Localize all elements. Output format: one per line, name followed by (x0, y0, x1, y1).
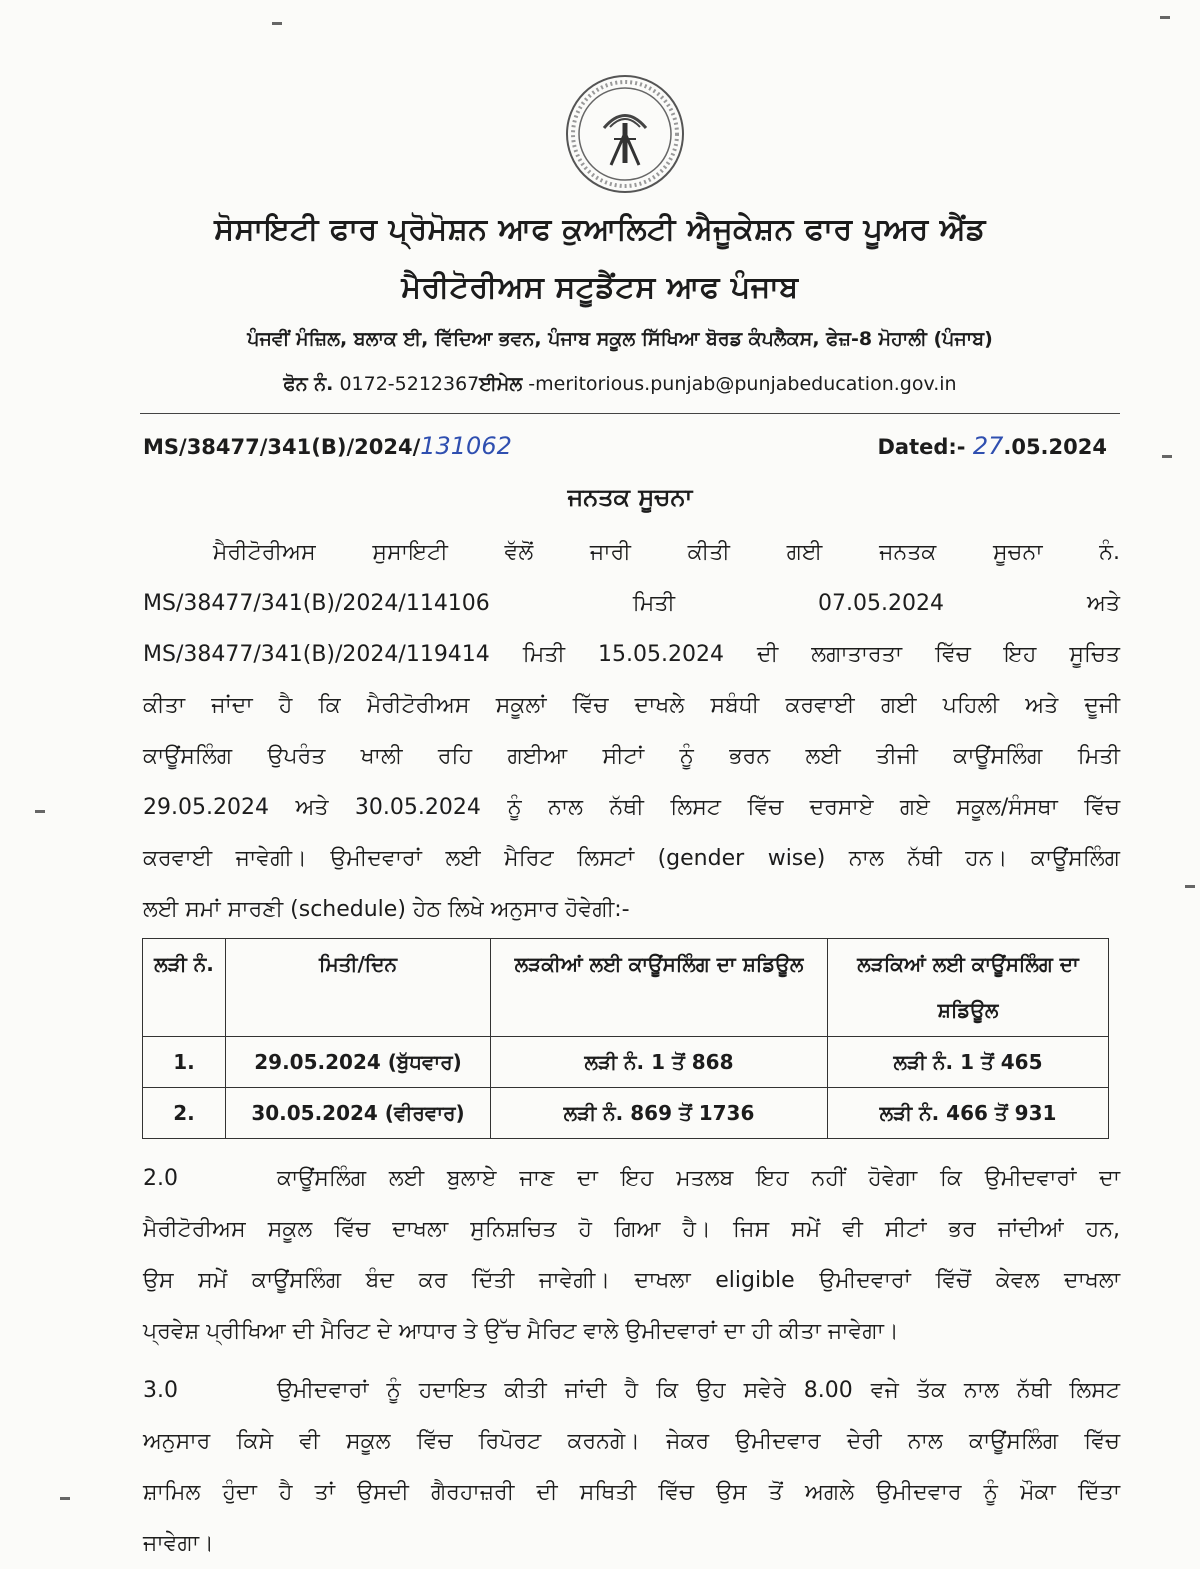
scan-speck (272, 22, 282, 25)
email-address: -meritorious.punjab@punjabeducation.gov.in (528, 373, 957, 395)
scan-speck (1160, 16, 1170, 19)
org-title-line2: ਮੈਰੀਟੋਰੀਅਸ ਸਟੂਡੈਂਟਸ ਆਫ ਪੰਜਾਬ (401, 270, 799, 305)
table-cell: 30.05.2024 (ਵੀਰਵਾਰ) (226, 1088, 491, 1139)
section-line: ਜਾਵੇਗਾ। (143, 1531, 214, 1556)
section-3 (143, 1365, 1120, 1569)
table-header-cell: ਲੜਕੀਆਂ ਲਈ ਕਾਊਂਸਲਿੰਗ ਦਾ ਸ਼ਡਿਊਲ (491, 939, 828, 1037)
header-divider (140, 413, 1120, 414)
reference-handwritten-number: 131062 (420, 432, 512, 460)
paragraph-line: ਲਈ ਸਮਾਂ ਸਾਰਣੀ (schedule) ਹੇਠ ਲਿਖੇ ਅਨੁਸਾਰ ਹੋਵੇਗੀ:- (143, 897, 630, 922)
notice-paragraph-1 (143, 527, 1120, 935)
section-text: ਉਮੀਦਵਾਰਾਂ ਨੂੰ ਹਦਾਇਤ ਕੀਤੀ ਜਾਂਦੀ ਹੈ ਕਿ ਉਹ ਸਵੇਰੇ 8.00 ਵਜੇ ਤੱਕ ਨਾਲ ਨੱਥੀ ਲਿਸਟ (277, 1378, 1120, 1403)
scan-speck (60, 1497, 70, 1500)
section-line: ਅਨੁਸਾਰ ਕਿਸੇ ਵੀ ਸਕੂਲ ਵਿੱਚ ਰਿਪੋਰਟ ਕਰਨਗੇ। ਜੇਕਰ ਉਮੀਦਵਾਰ ਦੇਰੀ ਨਾਲ ਕਾਊਂਸਲਿੰਗ ਵਿੱਚ (143, 1429, 1120, 1454)
table-row (143, 1037, 1109, 1088)
section-line (143, 1365, 1120, 1416)
scan-speck (35, 810, 45, 813)
paragraph-line: MS/38477/341(B)/2024/119414 ਮਿਤੀ 15.05.2024 ਦੀ ਲਗਾਤਾਰਤਾ ਵਿੱਚ ਇਹ ਸੂਚਿਤ (143, 642, 1120, 667)
paragraph-line: MS/38477/341(B)/2024/114106 ਮਿਤੀ 07.05.2024 ਅਤੇ (143, 591, 1120, 616)
table-row (143, 1088, 1109, 1139)
phone-number: 0172-5212367 (339, 373, 480, 395)
org-title-line1: ਸੋਸਾਇਟੀ ਫਾਰ ਪ੍ਰੋਮੋਸ਼ਨ ਆਫ ਕੁਆਲਿਟੀ ਐਜੂਕੇਸ਼ਨ ਫਾਰ ਪੂਅਰ ਐਂਡ (214, 212, 986, 247)
scan-speck (1162, 455, 1172, 458)
table-header-cell: ਲੜੀ ਨੰ. (143, 939, 226, 1037)
org-address: ਪੰਜਵੀਂ ਮੰਜ਼ਿਲ, ਬਲਾਕ ਈ, ਵਿੱਦਿਆ ਭਵਨ, ਪੰਜਾਬ ਸਕੂਲ ਸਿੱਖਿਆ ਬੋਰਡ ਕੰਪਲੈਕਸ, ਫੇਜ਼-8 ਮੋਹਾਲੀ (ਪੰਜਾਬ) (247, 328, 993, 350)
section-2 (143, 1153, 1120, 1357)
reference-number (143, 432, 512, 460)
section-line: ਸ਼ਾਮਿਲ ਹੁੰਦਾ ਹੈ ਤਾਂ ਉਸਦੀ ਗੈਰਹਾਜ਼ਰੀ ਦੀ ਸਥਿਤੀ ਵਿੱਚ ਉਸ ਤੋਂ ਅਗਲੇ ਉਮੀਦਵਾਰ ਨੂੰ ਮੌਕਾ ਦਿੱਤਾ (143, 1480, 1120, 1505)
table-cell: 29.05.2024 (ਬੁੱਧਵਾਰ) (226, 1037, 491, 1088)
dated-month-year: .05.2024 (1003, 435, 1107, 459)
org-contact (0, 373, 1200, 395)
section-line: ਮੈਰੀਟੋਰੀਅਸ ਸਕੂਲ ਵਿੱਚ ਦਾਖਲਾ ਸੁਨਿਸ਼ਚਿਤ ਹੋ ਗਿਆ ਹੈ। ਜਿਸ ਸਮੇਂ ਵੀ ਸੀਟਾਂ ਭਰ ਜਾਂਦੀਆਂ ਹਨ, (143, 1217, 1120, 1242)
society-emblem-icon (564, 73, 686, 195)
reference-date (877, 432, 1107, 460)
table-cell: 2. (143, 1088, 226, 1139)
reference-prefix: MS/38477/341(B)/2024/ (143, 435, 421, 459)
notice-title: ਜਨਤਕ ਸੂਚਨਾ (567, 483, 693, 511)
section-number: 3.0 (143, 1378, 178, 1403)
email-label: ਈਮੇਲ (479, 373, 523, 395)
counselling-schedule-table (142, 938, 1109, 1139)
paragraph-line: ਮੈਰੀਟੋਰੀਅਸ ਸੁਸਾਇਟੀ ਵੱਲੋਂ ਜਾਰੀ ਕੀਤੀ ਗਈ ਜਨਤਕ ਸੂਚਨਾ ਨੰ. (213, 540, 1120, 565)
phone-label: ਫੋਨ ਨੰ. (283, 373, 334, 395)
paragraph-line: ਕੀਤਾ ਜਾਂਦਾ ਹੈ ਕਿ ਮੈਰੀਟੋਰੀਅਸ ਸਕੂਲਾਂ ਵਿੱਚ ਦਾਖਲੇ ਸਬੰਧੀ ਕਰਵਾਈ ਗਈ ਪਹਿਲੀ ਅਤੇ ਦੂਜੀ (143, 693, 1120, 718)
table-header-row (143, 939, 1109, 1037)
table-cell: 1. (143, 1037, 226, 1088)
table-cell: ਲੜੀ ਨੰ. 466 ਤੋਂ 931 (828, 1088, 1109, 1139)
section-line: ਉਸ ਸਮੇਂ ਕਾਊਂਸਲਿੰਗ ਬੰਦ ਕਰ ਦਿੱਤੀ ਜਾਵੇਗੀ। ਦਾਖਲਾ eligible ਉਮੀਦਵਾਰਾਂ ਵਿੱਚੋਂ ਕੇਵਲ ਦਾਖਲਾ (143, 1268, 1120, 1293)
scan-speck (1185, 885, 1195, 888)
table-header-cell: ਮਿਤੀ/ਦਿਨ (226, 939, 491, 1037)
section-line (143, 1153, 1120, 1204)
section-text: ਕਾਊਂਸਲਿੰਗ ਲਈ ਬੁਲਾਏ ਜਾਣ ਦਾ ਇਹ ਮਤਲਬ ਇਹ ਨਹੀਂ ਹੋਵੇਗਾ ਕਿ ਉਮੀਦਵਾਰਾਂ ਦਾ (277, 1166, 1120, 1191)
table-cell: ਲੜੀ ਨੰ. 1 ਤੋਂ 465 (828, 1037, 1109, 1088)
section-line: ਪ੍ਰਵੇਸ਼ ਪ੍ਰੀਖਿਆ ਦੀ ਮੈਰਿਟ ਦੇ ਆਧਾਰ ਤੇ ਉੱਚ ਮੈਰਿਟ ਵਾਲੇ ਉਮੀਦਵਾਰਾਂ ਦਾ ਹੀ ਕੀਤਾ ਜਾਵੇਗਾ। (143, 1319, 899, 1344)
table-cell: ਲੜੀ ਨੰ. 869 ਤੋਂ 1736 (491, 1088, 828, 1139)
paragraph-line: 29.05.2024 ਅਤੇ 30.05.2024 ਨੂੰ ਨਾਲ ਨੱਥੀ ਲਿਸਟ ਵਿੱਚ ਦਰਸਾਏ ਗਏ ਸਕੂਲ/ਸੰਸਥਾ ਵਿੱਚ (143, 795, 1120, 820)
table-header-cell: ਲੜਕਿਆਂ ਲਈ ਕਾਊਂਸਲਿੰਗ ਦਾ ਸ਼ਡਿਊਲ (828, 939, 1109, 1037)
dated-handwritten-day: 27 (972, 432, 1004, 460)
section-number: 2.0 (143, 1166, 178, 1191)
paragraph-line: ਕਾਊਂਸਲਿੰਗ ਉਪਰੰਤ ਖਾਲੀ ਰਹਿ ਗਈਆ ਸੀਟਾਂ ਨੂੰ ਭਰਨ ਲਈ ਤੀਜੀ ਕਾਊਂਸਲਿੰਗ ਮਿਤੀ (143, 744, 1120, 769)
dated-label: Dated:- (877, 435, 966, 459)
paragraph-line: ਕਰਵਾਈ ਜਾਵੇਗੀ। ਉਮੀਦਵਾਰਾਂ ਲਈ ਮੈਰਿਟ ਲਿਸਟਾਂ (gender wise) ਨਾਲ ਨੱਥੀ ਹਨ। ਕਾਊਂਸਲਿੰਗ (143, 846, 1120, 871)
table-cell: ਲੜੀ ਨੰ. 1 ਤੋਂ 868 (491, 1037, 828, 1088)
